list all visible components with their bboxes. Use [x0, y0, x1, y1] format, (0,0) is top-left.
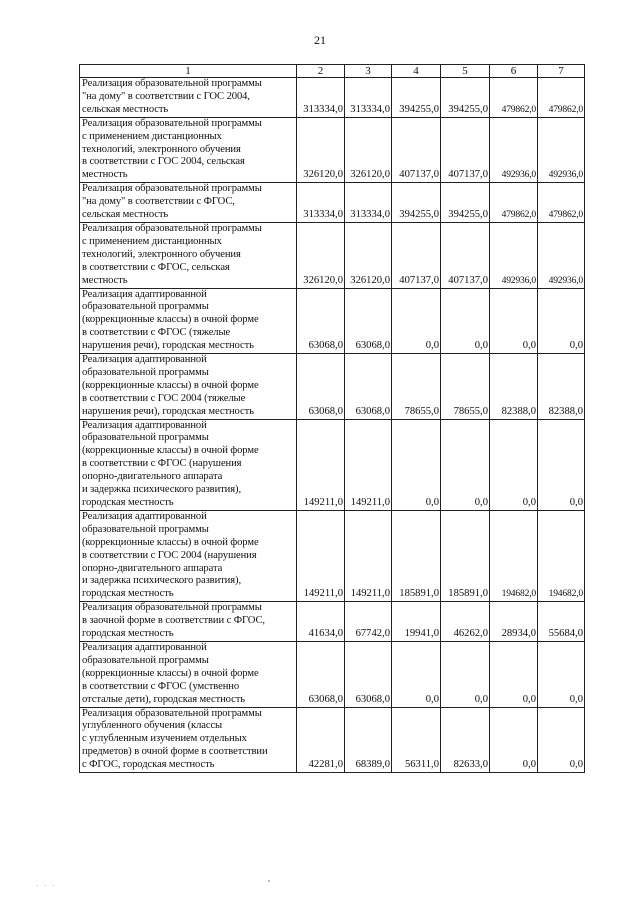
value-col-4: 78655,0: [392, 354, 441, 420]
value-col-7: 0,0: [538, 707, 585, 773]
value-col-7: 479862,0: [538, 78, 585, 118]
value-col-7: 0,0: [538, 288, 585, 354]
column-header-3: 3: [345, 65, 392, 78]
value-col-4: 0,0: [392, 288, 441, 354]
value-col-5: 46262,0: [441, 602, 490, 642]
column-header-7: 7: [538, 65, 585, 78]
value-col-2: 313334,0: [297, 183, 345, 223]
value-col-3: 326120,0: [345, 222, 392, 288]
value-col-3: 68389,0: [345, 707, 392, 773]
value-col-7: 492936,0: [538, 222, 585, 288]
value-col-5: 0,0: [441, 288, 490, 354]
value-col-4: 394255,0: [392, 183, 441, 223]
table-row: [80, 707, 585, 773]
value-col-2: 149211,0: [297, 510, 345, 601]
table-row: [80, 602, 585, 642]
value-col-5: 82633,0: [441, 707, 490, 773]
table-row: [80, 222, 585, 288]
program-description: Реализация адаптированной образовательной программы (коррекционные классы) в очной форме в соответствии с ГОС 2004 (тяжелые нарушения речи), городская местность: [80, 354, 297, 420]
program-description: Реализация образовательной программы "на дому" в соответствии с ГОС 2004, сельская местность: [80, 78, 297, 118]
table-header-row: [80, 65, 585, 78]
value-col-4: 0,0: [392, 419, 441, 510]
value-col-2: 41634,0: [297, 602, 345, 642]
value-col-5: 394255,0: [441, 183, 490, 223]
value-col-7: 55684,0: [538, 602, 585, 642]
value-col-4: 56311,0: [392, 707, 441, 773]
value-col-4: 407137,0: [392, 222, 441, 288]
table-row: [80, 183, 585, 223]
value-col-7: 82388,0: [538, 354, 585, 420]
value-col-6: 479862,0: [490, 78, 538, 118]
value-col-5: 78655,0: [441, 354, 490, 420]
table-row: [80, 288, 585, 354]
value-col-4: 394255,0: [392, 78, 441, 118]
value-col-6: 0,0: [490, 707, 538, 773]
value-col-4: 0,0: [392, 641, 441, 707]
value-col-2: 63068,0: [297, 288, 345, 354]
value-col-3: 67742,0: [345, 602, 392, 642]
value-col-6: 194682,0: [490, 510, 538, 601]
value-col-7: 479862,0: [538, 183, 585, 223]
value-col-5: 0,0: [441, 641, 490, 707]
value-col-5: 394255,0: [441, 78, 490, 118]
program-description: Реализация образовательной программы в заочной форме в соответствии с ФГОС, городская местность: [80, 602, 297, 642]
table-row: [80, 78, 585, 118]
value-col-7: 492936,0: [538, 117, 585, 183]
value-col-2: 326120,0: [297, 222, 345, 288]
value-col-2: 313334,0: [297, 78, 345, 118]
value-col-3: 326120,0: [345, 117, 392, 183]
value-col-6: 479862,0: [490, 183, 538, 223]
value-col-5: 0,0: [441, 419, 490, 510]
value-col-3: 149211,0: [345, 419, 392, 510]
value-col-6: 0,0: [490, 288, 538, 354]
value-col-2: 149211,0: [297, 419, 345, 510]
program-description: Реализация образовательной программы углубленного обучения (классы с углубленным изучением отдельных предметов) в очной форме в соответствии с ФГОС, городская местность: [80, 707, 297, 773]
value-col-2: 63068,0: [297, 354, 345, 420]
value-col-5: 407137,0: [441, 222, 490, 288]
table-row: [80, 510, 585, 601]
program-description: Реализация образовательной программы "на дому" в соответствии с ФГОС, сельская местность: [80, 183, 297, 223]
value-col-6: 492936,0: [490, 222, 538, 288]
page-number: 21: [314, 33, 326, 47]
table-row: [80, 117, 585, 183]
scan-artifact: · · ·: [36, 882, 57, 890]
column-header-2: 2: [297, 65, 345, 78]
value-col-2: 326120,0: [297, 117, 345, 183]
value-col-6: 28934,0: [490, 602, 538, 642]
value-col-3: 313334,0: [345, 78, 392, 118]
value-col-5: 185891,0: [441, 510, 490, 601]
column-header-1: 1: [80, 65, 297, 78]
column-header-4: 4: [392, 65, 441, 78]
value-col-4: 19941,0: [392, 602, 441, 642]
value-col-6: 0,0: [490, 641, 538, 707]
column-header-5: 5: [441, 65, 490, 78]
scan-artifact-dot: [268, 880, 270, 882]
value-col-3: 63068,0: [345, 641, 392, 707]
program-description: Реализация адаптированной образовательной программы (коррекционные классы) в очной форме в соответствии с ФГОС (нарушения опорно-двигательного аппарата и задержка психического развития), городская местность: [80, 419, 297, 510]
program-description: Реализация адаптированной образовательной программы (коррекционные классы) в очной форме в соответствии с ГОС 2004 (нарушения опорно-двигательного аппарата и задержка психического развития), городская местность: [80, 510, 297, 601]
value-col-6: 0,0: [490, 419, 538, 510]
table-row: [80, 641, 585, 707]
program-description: Реализация образовательной программы с применением дистанционных технологий, электронного обучения в соответствии с ГОС 2004, сельская местность: [80, 117, 297, 183]
table-row: [80, 354, 585, 420]
value-col-3: 313334,0: [345, 183, 392, 223]
value-col-6: 492936,0: [490, 117, 538, 183]
value-col-4: 185891,0: [392, 510, 441, 601]
table-row: [80, 419, 585, 510]
value-col-2: 42281,0: [297, 707, 345, 773]
program-description: Реализация образовательной программы с применением дистанционных технологий, электронного обучения в соответствии с ФГОС, сельская местность: [80, 222, 297, 288]
program-description: Реализация адаптированной образовательной программы (коррекционные классы) в очной форме в соответствии с ФГОС (умственно отсталые дети), городская местность: [80, 641, 297, 707]
value-col-3: 149211,0: [345, 510, 392, 601]
value-col-7: 0,0: [538, 641, 585, 707]
value-col-3: 63068,0: [345, 354, 392, 420]
value-col-5: 407137,0: [441, 117, 490, 183]
financing-table: [79, 64, 585, 773]
value-col-2: 63068,0: [297, 641, 345, 707]
value-col-7: 194682,0: [538, 510, 585, 601]
value-col-3: 63068,0: [345, 288, 392, 354]
column-header-6: 6: [490, 65, 538, 78]
value-col-4: 407137,0: [392, 117, 441, 183]
program-description: Реализация адаптированной образовательной программы (коррекционные классы) в очной форме в соответствии с ФГОС (тяжелые нарушения речи), городская местность: [80, 288, 297, 354]
value-col-7: 0,0: [538, 419, 585, 510]
value-col-6: 82388,0: [490, 354, 538, 420]
